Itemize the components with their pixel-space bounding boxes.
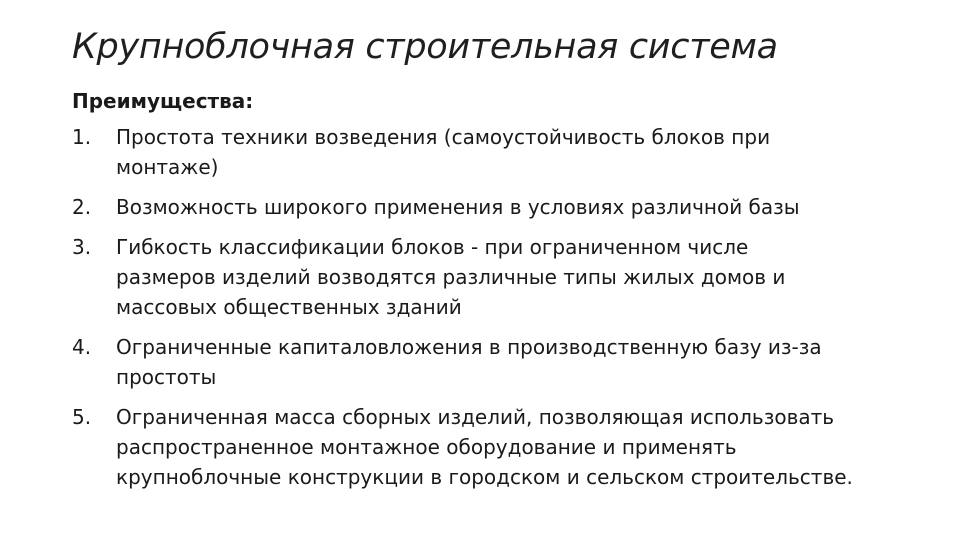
list-item-number: 2. [72,195,92,219]
list-item-line: размеров изделий возводятся различные типы жилых домов и [116,265,786,289]
advantages-heading: Преимущества: [72,89,254,113]
list-item-number: 4. [72,335,92,359]
list-item-line: Ограниченные капиталовложения в производственную базу из-за [116,335,822,359]
list-item-number: 5. [72,405,92,429]
list-item [72,232,942,322]
slide-content [72,86,942,502]
list-item-line: Ограниченная масса сборных изделий, позволяющая использовать [116,405,835,429]
list-item [72,332,942,392]
list-item-line: распространенное монтажное оборудование и применять [116,435,737,459]
list-item-text [116,335,822,389]
list-item-line: крупноблочные конструкции в городском и сельском строительстве. [116,465,853,489]
list-item-text [116,405,853,489]
list-item-text [116,235,785,319]
list-item-line: Простота техники возведения (самоустойчивость блоков при [116,125,771,149]
list-item-text [116,125,770,179]
list-item-line: Гибкость классификации блоков - при ограниченном числе [116,235,749,259]
list-item-line: массовых общественных зданий [116,295,462,319]
list-item-number: 1. [72,125,92,149]
list-item-number: 3. [72,235,92,259]
list-item-line: Возможность широкого применения в условиях различной базы [116,195,800,219]
advantages-list [72,122,942,492]
slide-title: Крупноблочная строительная система [72,27,778,67]
list-item-line: монтаже) [116,155,219,179]
list-item [72,192,942,222]
list-item [72,402,942,492]
list-item-text [116,195,800,219]
list-item [72,122,942,182]
list-item-line: простоты [116,365,217,389]
